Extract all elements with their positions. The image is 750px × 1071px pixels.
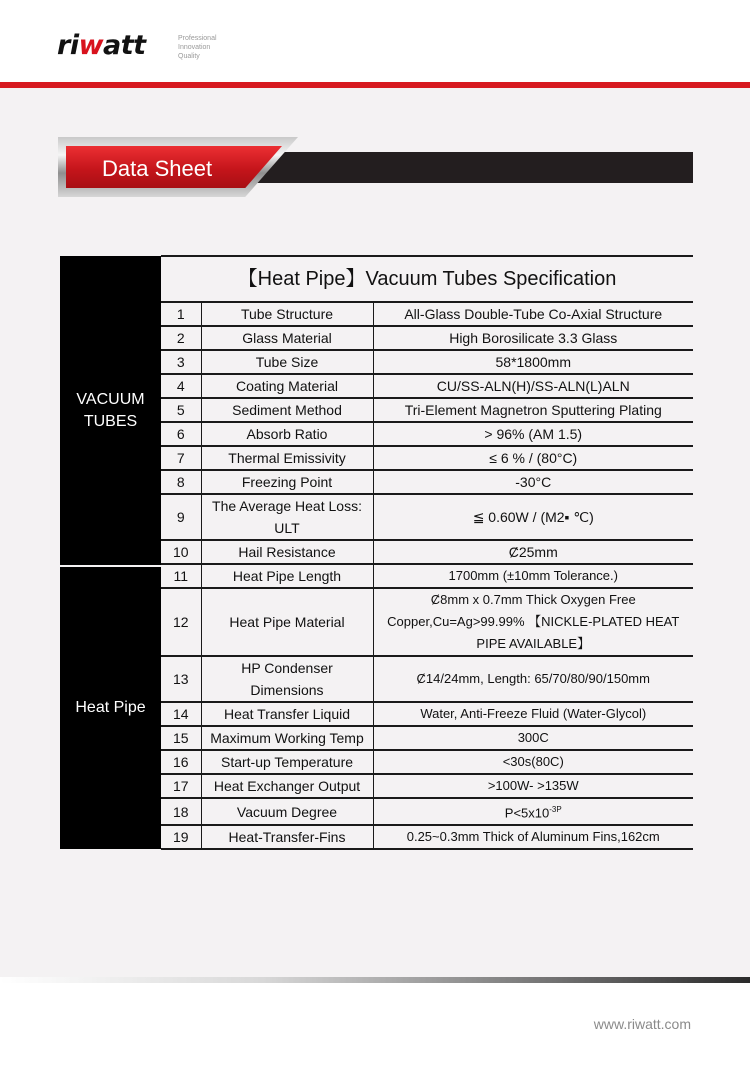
row-number: 7 xyxy=(161,446,201,470)
row-value: -30°C xyxy=(373,470,693,494)
row-value: 58*1800mm xyxy=(373,350,693,374)
row-number: 3 xyxy=(161,350,201,374)
row-parameter: Heat Transfer Liquid xyxy=(201,702,373,726)
table-row xyxy=(161,470,693,494)
row-number: 14 xyxy=(161,702,201,726)
row-number: 11 xyxy=(161,564,201,588)
row-parameter: Maximum Working Temp xyxy=(201,726,373,750)
row-value: All-Glass Double-Tube Co-Axial Structure xyxy=(373,302,693,326)
row-number: 6 xyxy=(161,422,201,446)
row-number: 12 xyxy=(161,588,201,656)
group-label-heat-pipe: Heat Pipe xyxy=(60,567,161,849)
table-row xyxy=(161,588,693,656)
website-url: www.riwatt.com xyxy=(593,1016,691,1032)
row-value: Ȼ8mm x 0.7mm Thick Oxygen Free Copper,Cu=Ag>99.99% 【NICKLE-PLATED HEAT PIPE AVAILABLE】 xyxy=(373,588,693,656)
table-row xyxy=(161,750,693,774)
section-title-bar xyxy=(250,152,693,183)
row-parameter: Vacuum Degree xyxy=(201,798,373,825)
row-number: 19 xyxy=(161,825,201,849)
row-number: 2 xyxy=(161,326,201,350)
row-parameter: Heat-Transfer-Fins xyxy=(201,825,373,849)
row-value: 300C xyxy=(373,726,693,750)
row-value: ≤ 6 % / (80°C) xyxy=(373,446,693,470)
row-parameter: Glass Material xyxy=(201,326,373,350)
row-value: 1700mm (±10mm Tolerance.) xyxy=(373,564,693,588)
row-value: CU/SS-ALN(H)/SS-ALN(L)ALN xyxy=(373,374,693,398)
row-parameter: Thermal Emissivity xyxy=(201,446,373,470)
table-row xyxy=(161,656,693,702)
row-number: 8 xyxy=(161,470,201,494)
table-row xyxy=(161,374,693,398)
row-parameter: Coating Material xyxy=(201,374,373,398)
row-parameter: Heat Pipe Material xyxy=(201,588,373,656)
row-parameter: HP Condenser Dimensions xyxy=(201,656,373,702)
table-title-row xyxy=(161,256,693,302)
row-value: Ȼ25mm xyxy=(373,540,693,564)
row-parameter: The Average Heat Loss: ULT xyxy=(201,494,373,540)
riwatt-logo: riwatt xyxy=(57,30,146,61)
specification-table xyxy=(161,255,693,850)
row-value: Tri-Element Magnetron Sputtering Plating xyxy=(373,398,693,422)
table-row xyxy=(161,398,693,422)
row-number: 5 xyxy=(161,398,201,422)
section-title: Data Sheet xyxy=(102,156,213,181)
row-value: $P<5x10^{-3P}$ xyxy=(373,798,693,825)
table-row xyxy=(161,494,693,540)
table-title: 【Heat Pipe】Vacuum Tubes Specification xyxy=(161,256,693,302)
row-number: 4 xyxy=(161,374,201,398)
table-row xyxy=(161,350,693,374)
group-label-vacuum-tubes: VACUUM TUBES xyxy=(60,256,161,565)
table-row xyxy=(161,825,693,849)
row-value: Water, Anti-Freeze Fluid (Water-Glycol) xyxy=(373,702,693,726)
table-row xyxy=(161,774,693,798)
row-value: >100W- >135W xyxy=(373,774,693,798)
table-row xyxy=(161,302,693,326)
row-parameter: Heat Exchanger Output xyxy=(201,774,373,798)
row-number: 18 xyxy=(161,798,201,825)
row-parameter: Heat Pipe Length xyxy=(201,564,373,588)
row-number: 15 xyxy=(161,726,201,750)
page-header xyxy=(0,0,750,82)
row-parameter: Tube Size xyxy=(201,350,373,374)
row-number: 13 xyxy=(161,656,201,702)
row-value: Ȼ14/24mm, Length: 65/70/80/90/150mm xyxy=(373,656,693,702)
row-number: 17 xyxy=(161,774,201,798)
row-value: ≦ 0.60W / (M2▪ ℃) xyxy=(373,494,693,540)
table-row xyxy=(161,798,693,825)
row-parameter: Sediment Method xyxy=(201,398,373,422)
row-number: 9 xyxy=(161,494,201,540)
table-row xyxy=(161,422,693,446)
table-row xyxy=(161,446,693,470)
row-parameter: Hail Resistance xyxy=(201,540,373,564)
table-row xyxy=(161,564,693,588)
table-row xyxy=(161,726,693,750)
row-value: High Borosilicate 3.3 Glass xyxy=(373,326,693,350)
brand-tagline: Professional Innovation Quality xyxy=(178,35,217,60)
row-parameter: Tube Structure xyxy=(201,302,373,326)
table-row xyxy=(161,540,693,564)
row-parameter: Start-up Temperature xyxy=(201,750,373,774)
table-row xyxy=(161,702,693,726)
row-value: 0.25~0.3mm Thick of Aluminum Fins,162cm xyxy=(373,825,693,849)
table-row xyxy=(161,326,693,350)
row-parameter: Freezing Point xyxy=(201,470,373,494)
row-number: 1 xyxy=(161,302,201,326)
row-number: 16 xyxy=(161,750,201,774)
header-accent-bar xyxy=(0,82,750,88)
row-value: <30s(80C) xyxy=(373,750,693,774)
row-parameter: Absorb Ratio xyxy=(201,422,373,446)
row-number: 10 xyxy=(161,540,201,564)
row-value: > 96% (AM 1.5) xyxy=(373,422,693,446)
